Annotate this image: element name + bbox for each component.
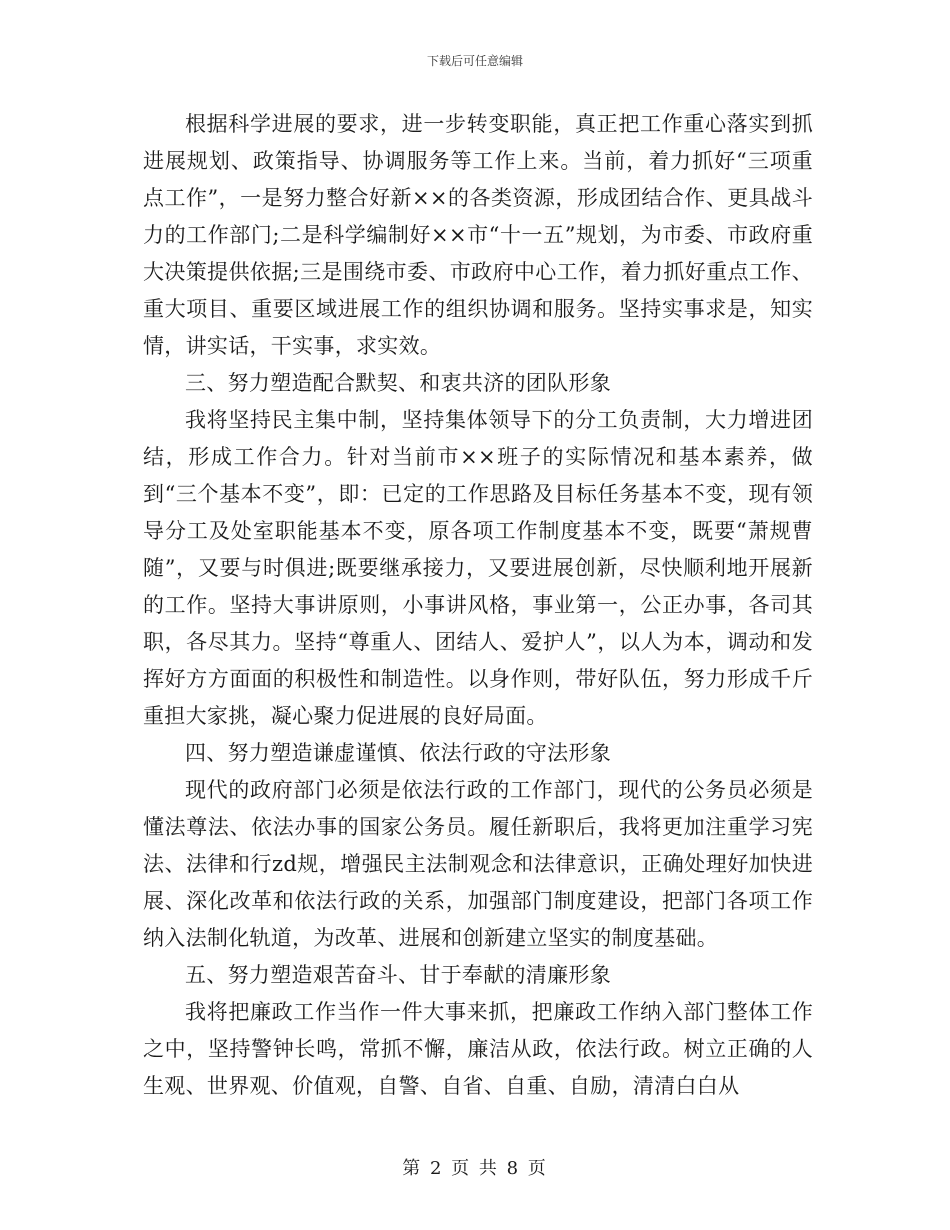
page-number: 第 2 页 共 8 页 [402, 1158, 548, 1179]
section-heading-4: 四、努力塑造谦虚谨慎、依法行政的守法形象 [185, 741, 611, 765]
paragraph-4: 我将把廉政工作当作一件大事来抓，把廉政工作纳入部门整体工作之中，坚持警钟长鸣，常抓不懈，廉洁从政，依法行政。树立正确的人生观、世界观、价值观，自警、自省、自重、自励，清清白白从 [143, 1000, 813, 1098]
page-header: 下载后可任意编辑 [426, 54, 523, 68]
paragraph-3: 现代的政府部门必须是依法行政的工作部门，现代的公务员必须是懂法尊法、依法办事的国家公务员。履任新职后，我将更加注重学习宪法、法律和行zd规，增强民主法制观念和法律意识，正确处理好加快进展、深化改革和依法行政的关系，加强部门制度建设，把部门各项工作纳入法制化轨道，为改革、进展和创新建立坚实的制度基础。 [143, 778, 813, 950]
document-body [143, 106, 813, 1105]
section-heading-3: 三、努力塑造配合默契、和衷共济的团队形象 [185, 371, 611, 395]
paragraph-2: 我将坚持民主集中制，坚持集体领导下的分工负责制，大力增进团结，形成工作合力。针对当前市××班子的实际情况和基本素养，做到“三个基本不变”，即：已定的工作思路及目标任务基本不变，现有领导分工及处室职能基本不变，原各项工作制度基本不变，既要“萧规曹随”，又要与时俱进;既要继承接力，又要进展创新，尽快顺利地开展新的工作。坚持大事讲原则，小事讲风格，事业第一，公正办事，各司其职，各尽其力。坚持“尊重人、团结人、爱护人”，以人为本，调动和发挥好方方面面的积极性和制造性。以身作则，带好队伍，努力形成千斤重担大家挑，凝心聚力促进展的良好局面。 [143, 408, 813, 728]
paragraph-1: 根据科学进展的要求，进一步转变职能，真正把工作重心落实到抓进展规划、政策指导、协调服务等工作上来。当前，着力抓好“三项重点工作”，一是努力整合好新××的各类资源，形成团结合作、更具战斗力的工作部门;二是科学编制好××市“十一五”规划，为市委、市政府重大决策提供依据;三是围绕市委、市政府中心工作，着力抓好重点工作、重大项目、重要区域进展工作的组织协调和服务。坚持实事求是，知实情，讲实话，干实事，求实效。 [143, 112, 813, 358]
section-heading-5: 五、努力塑造艰苦奋斗、甘于奉献的清廉形象 [185, 963, 611, 987]
